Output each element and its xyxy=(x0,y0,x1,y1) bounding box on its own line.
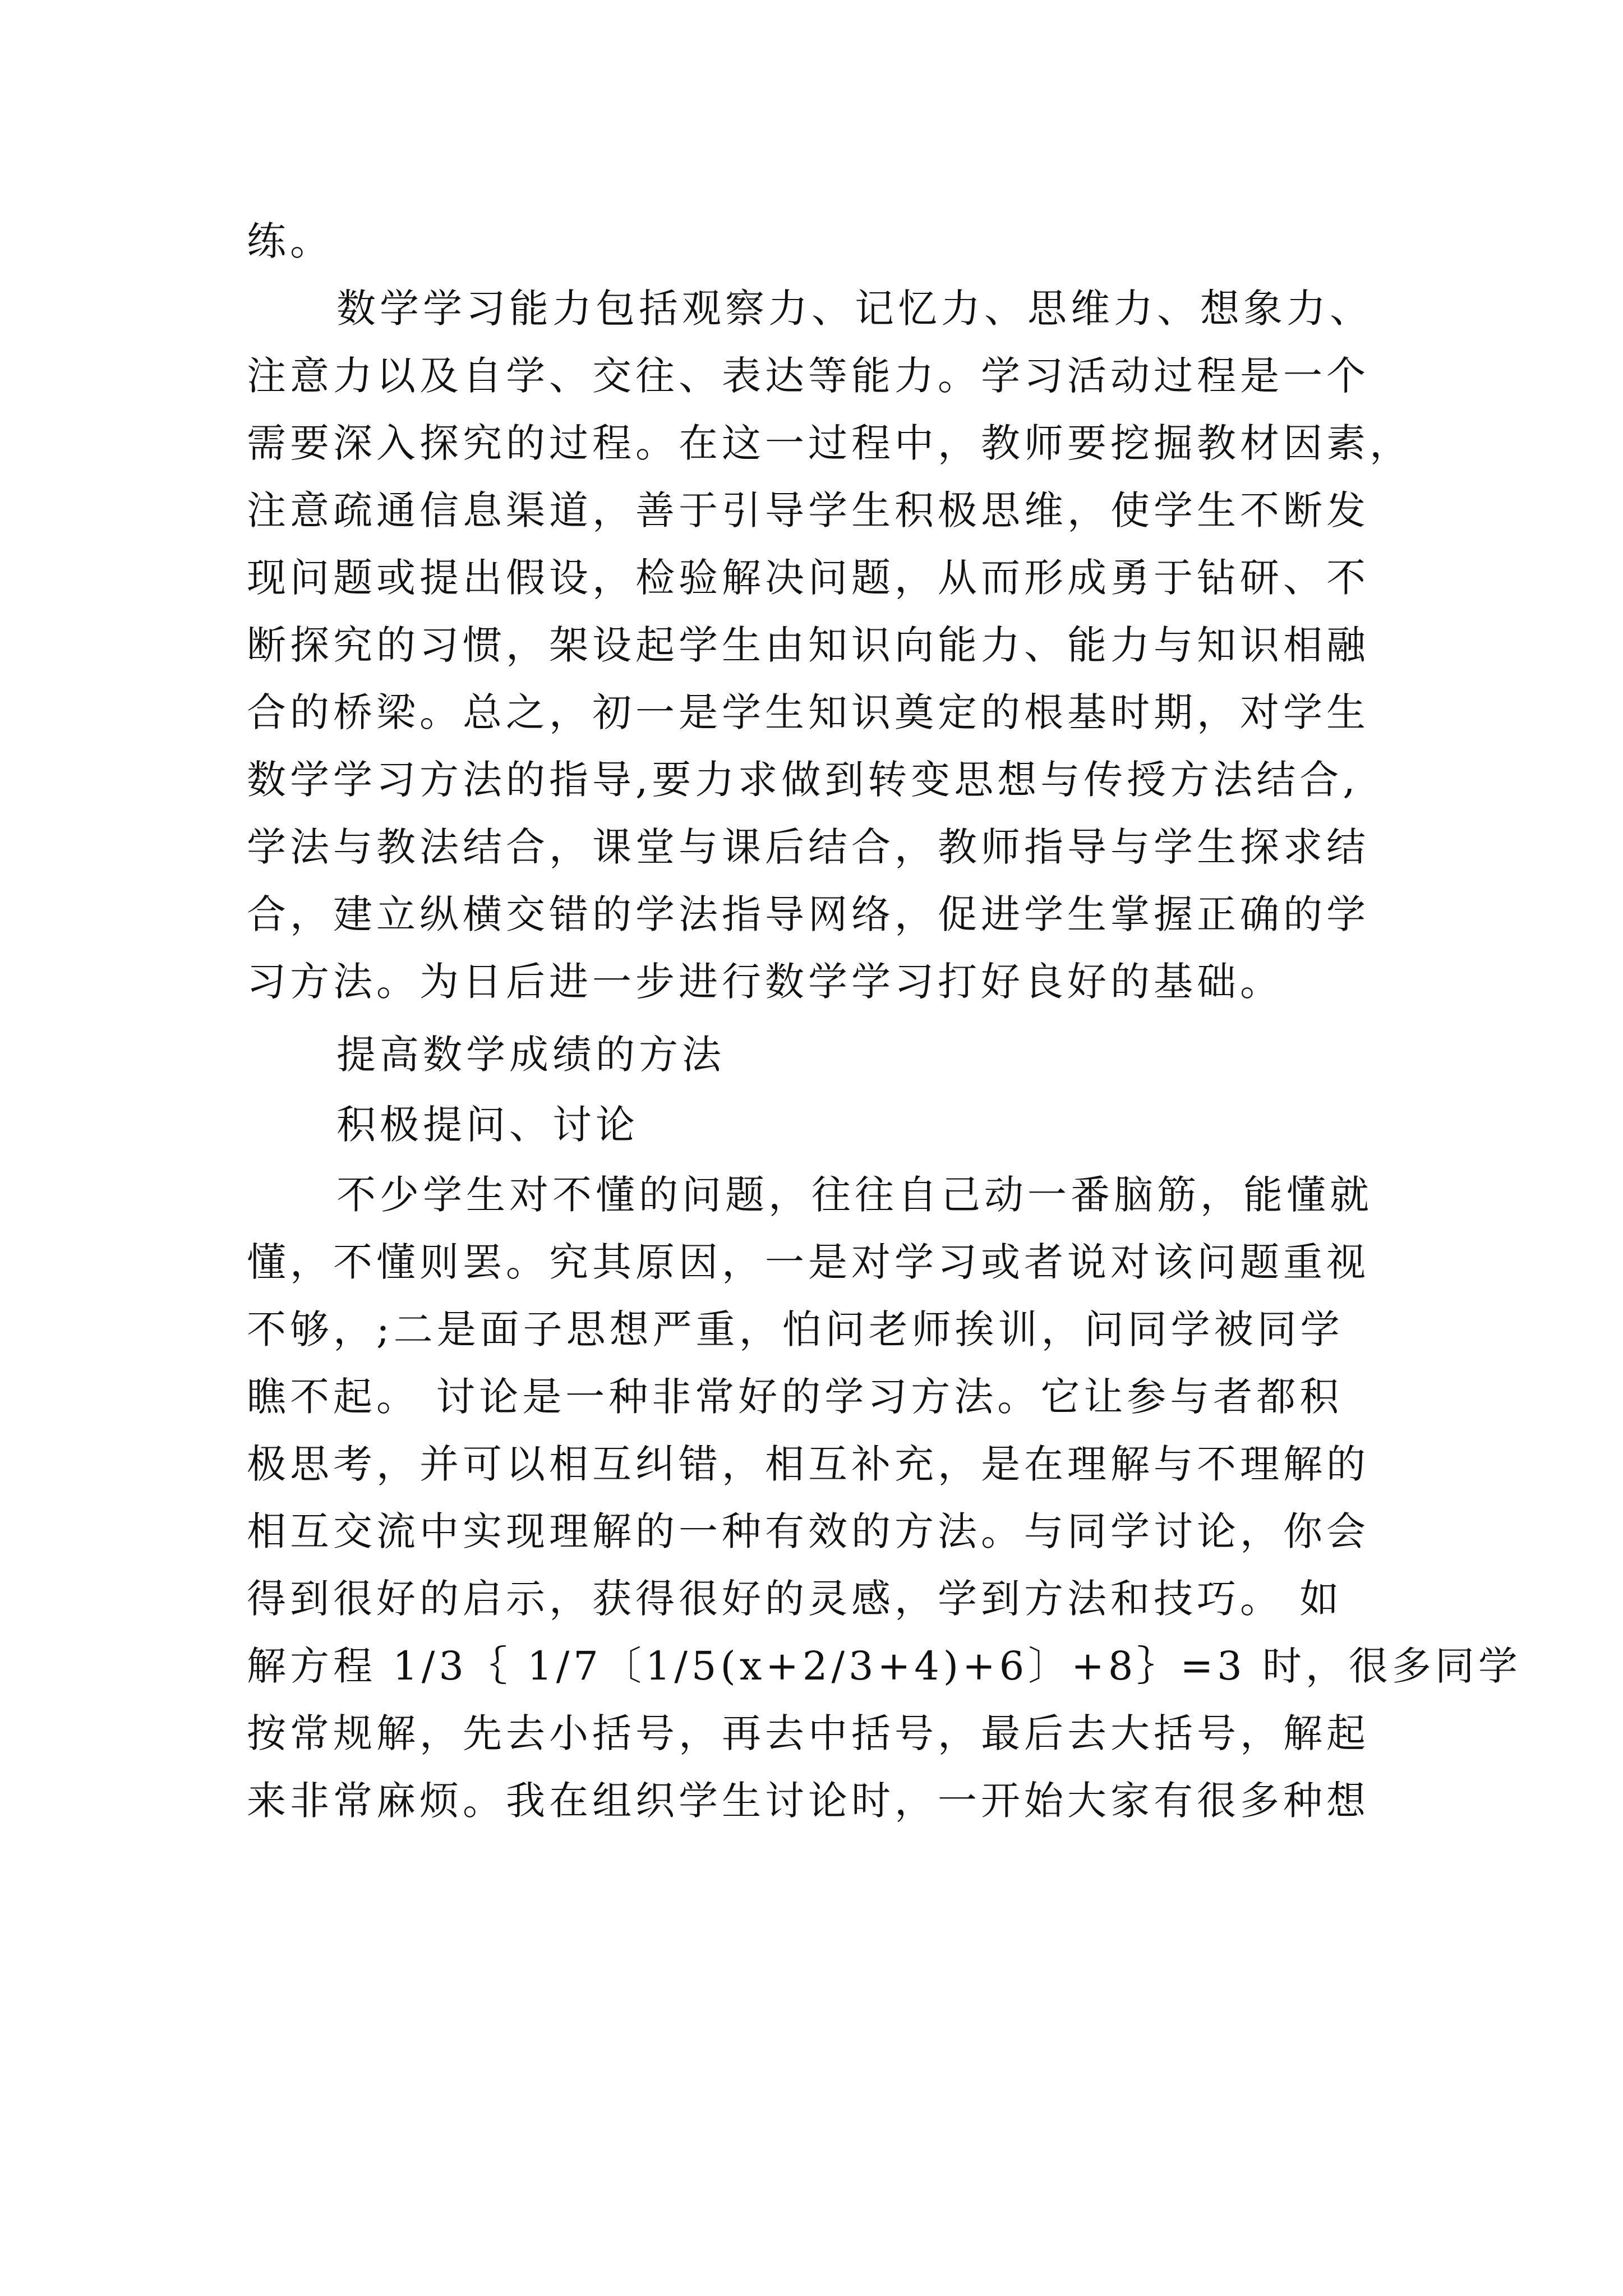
text-line: 注意疏通信息渠道，善于引导学生积极思维，使学生不断发 xyxy=(247,487,1370,533)
paragraph-start-line: 不少学生对不懂的问题，往往自己动一番脑筋，能懂就 xyxy=(336,1172,1373,1218)
text-line: 按常规解，先去小括号，再去中括号，最后去大括号，解起 xyxy=(247,1710,1370,1756)
text-line: 练。 xyxy=(247,218,333,264)
text-line: 习方法。为日后进一步进行数学学习打好良好的基础。 xyxy=(247,959,1283,1005)
subsection-heading: 积极提问、讨论 xyxy=(336,1102,639,1148)
text-line: 得到很好的启示，获得很好的灵感，学到方法和技巧。 如 xyxy=(247,1576,1343,1622)
text-line: 需要深入探究的过程。在这一过程中，教师要挖掘教材因素， xyxy=(247,420,1413,466)
text-line: 合的桥梁。总之，初一是学生知识奠定的根基时期，对学生 xyxy=(247,689,1370,735)
text-line: 数学学习方法的指导,要力求做到转变思想与传授方法结合, xyxy=(247,757,1359,803)
text-line: 注意力以及自学、交往、表达等能力。学习活动过程是一个 xyxy=(247,353,1370,399)
text-line: 瞧不起。 讨论是一种非常好的学习方法。它让参与者都积 xyxy=(247,1374,1343,1420)
text-line: 来非常麻烦。我在组织学生讨论时，一开始大家有很多种想 xyxy=(247,1778,1370,1824)
text-line: 懂，不懂则罢。究其原因，一是对学习或者说对该问题重视 xyxy=(247,1239,1370,1285)
text-line: 极思考，并可以相互纠错，相互补充，是在理解与不理解的 xyxy=(247,1441,1370,1487)
equation-line: 解方程 1/3｛ 1/7〔1/5(x+2/3+4)+6〕+8｝=3 时，很多同学 xyxy=(247,1643,1521,1689)
text-line: 学法与教法结合，课堂与课后结合，教师指导与学生探求结 xyxy=(247,824,1370,870)
section-heading: 提高数学成绩的方法 xyxy=(336,1032,725,1078)
text-line: 现问题或提出假设，检验解决问题，从而形成勇于钻研、不 xyxy=(247,555,1370,601)
text-line: 断探究的习惯，架设起学生由知识向能力、能力与知识相融 xyxy=(247,622,1370,668)
paragraph-start-line: 数学学习能力包括观察力、记忆力、思维力、想象力、 xyxy=(336,286,1373,332)
text-line: 不够，;二是面子思想严重，怕问老师挨训，问同学被同学 xyxy=(247,1306,1344,1352)
text-line: 相互交流中实现理解的一种有效的方法。与同学讨论，你会 xyxy=(247,1508,1370,1554)
text-line: 合，建立纵横交错的学法指导网络，促进学生掌握正确的学 xyxy=(247,891,1370,937)
